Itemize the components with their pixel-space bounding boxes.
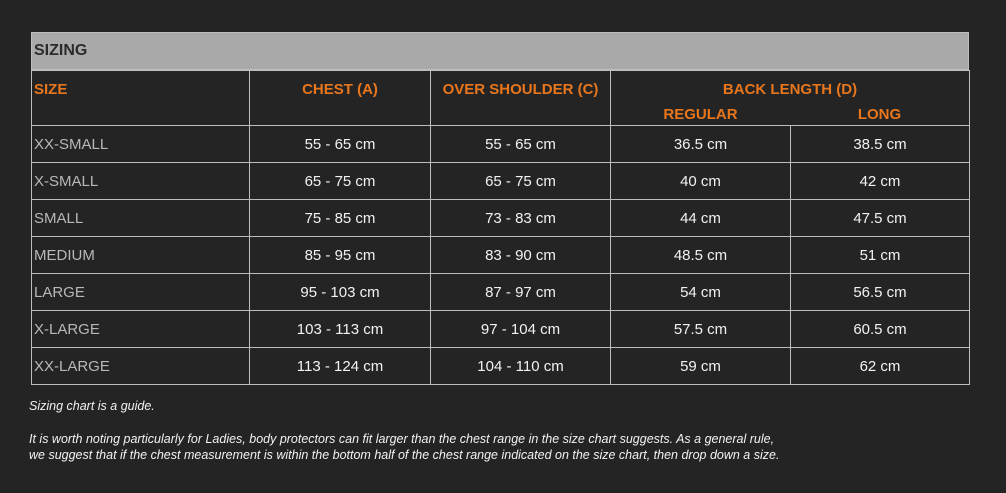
notes bbox=[29, 398, 779, 463]
header-back-length-label: BACK LENGTH (D) bbox=[722, 81, 858, 98]
header-chest: CHEST (A) bbox=[250, 71, 431, 126]
note-line-1: It is worth noting particularly for Ladies, body protectors can fit larger than the chest range in the size chart suggests. As a general rule, bbox=[29, 432, 775, 446]
table-row bbox=[32, 274, 970, 311]
table-row bbox=[32, 200, 970, 237]
chest-cell: 85 - 95 cm bbox=[250, 237, 431, 274]
chest-cell: 103 - 113 cm bbox=[250, 311, 431, 348]
back-long-cell: 47.5 cm bbox=[791, 200, 970, 237]
size-cell: X-LARGE bbox=[32, 311, 250, 348]
size-cell: XX-LARGE bbox=[32, 348, 250, 385]
back-long-cell: 42 cm bbox=[791, 163, 970, 200]
size-cell: LARGE bbox=[32, 274, 250, 311]
shoulder-cell: 83 - 90 cm bbox=[431, 237, 611, 274]
shoulder-cell: 104 - 110 cm bbox=[431, 348, 611, 385]
note-guide: Sizing chart is a guide. bbox=[29, 399, 155, 413]
shoulder-cell: 65 - 75 cm bbox=[431, 163, 611, 200]
back-regular-cell: 48.5 cm bbox=[611, 237, 791, 274]
back-long-cell: 51 cm bbox=[791, 237, 970, 274]
shoulder-cell: 97 - 104 cm bbox=[431, 311, 611, 348]
table-row bbox=[32, 237, 970, 274]
back-regular-cell: 54 cm bbox=[611, 274, 791, 311]
table-row bbox=[32, 163, 970, 200]
back-long-cell: 56.5 cm bbox=[791, 274, 970, 311]
chest-cell: 113 - 124 cm bbox=[250, 348, 431, 385]
header-back-length bbox=[611, 71, 970, 126]
header-long: LONG bbox=[857, 106, 902, 123]
back-regular-cell: 59 cm bbox=[611, 348, 791, 385]
chest-cell: 65 - 75 cm bbox=[250, 163, 431, 200]
header-row bbox=[32, 71, 970, 126]
header-size: SIZE bbox=[32, 71, 250, 126]
size-cell: X-SMALL bbox=[32, 163, 250, 200]
back-long-cell: 60.5 cm bbox=[791, 311, 970, 348]
table-title: SIZING bbox=[31, 32, 969, 70]
size-cell: XX-SMALL bbox=[32, 126, 250, 163]
sizing-chart bbox=[31, 32, 969, 385]
size-cell: MEDIUM bbox=[32, 237, 250, 274]
back-regular-cell: 44 cm bbox=[611, 200, 791, 237]
back-long-cell: 62 cm bbox=[791, 348, 970, 385]
chest-cell: 55 - 65 cm bbox=[250, 126, 431, 163]
shoulder-cell: 55 - 65 cm bbox=[431, 126, 611, 163]
table-row bbox=[32, 348, 970, 385]
back-long-cell: 38.5 cm bbox=[791, 126, 970, 163]
back-regular-cell: 40 cm bbox=[611, 163, 791, 200]
size-cell: SMALL bbox=[32, 200, 250, 237]
shoulder-cell: 87 - 97 cm bbox=[431, 274, 611, 311]
chest-cell: 75 - 85 cm bbox=[250, 200, 431, 237]
chest-cell: 95 - 103 cm bbox=[250, 274, 431, 311]
back-regular-cell: 57.5 cm bbox=[611, 311, 791, 348]
back-regular-cell: 36.5 cm bbox=[611, 126, 791, 163]
table-row bbox=[32, 126, 970, 163]
shoulder-cell: 73 - 83 cm bbox=[431, 200, 611, 237]
header-regular: REGULAR bbox=[663, 106, 738, 123]
sizing-table bbox=[31, 70, 970, 385]
table-row bbox=[32, 311, 970, 348]
header-shoulder: OVER SHOULDER (C) bbox=[431, 71, 611, 126]
note-line-2: we suggest that if the chest measurement is within the bottom half of the chest range indicated on the size chart, then drop down a size. bbox=[29, 448, 780, 462]
